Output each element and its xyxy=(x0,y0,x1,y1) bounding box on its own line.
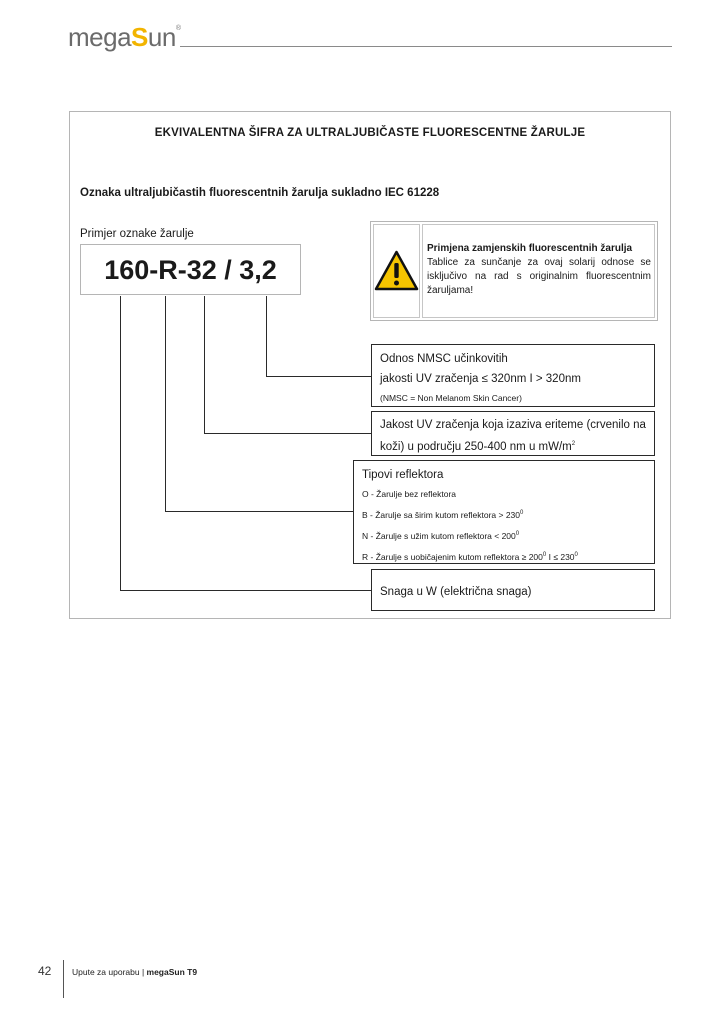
uv-line: Jakost UV zračenja koja izaziva eriteme (crvenilo na koži) u području 250-400 nm u mW/m xyxy=(380,419,646,453)
nmsc-note: (NMSC = Non Melanom Skin Cancer) xyxy=(380,393,522,403)
connector-power xyxy=(121,296,372,591)
logo-un: un xyxy=(147,22,176,52)
section-title: EKVIVALENTNA ŠIFRA ZA ULTRALJUBIČASTE FLUORESCENTNE ŽARULJE xyxy=(154,127,586,139)
power-text: Snaga u W (električna snaga) xyxy=(380,586,532,598)
section-subtitle: Oznaka ultraljubičastih fluorescentnih žarulja sukladno IEC 61228 xyxy=(80,187,440,199)
footer-product: megaSun T9 xyxy=(146,967,198,977)
logo-s: S xyxy=(131,22,148,52)
uv-text xyxy=(380,416,648,457)
nmsc-line1: Odnos NMSC učinkovitih xyxy=(380,353,508,365)
warning-body: Tablice za sunčanje za ovaj solarij odnose se isključivo na rad s originalnim fluorescentnim žaruljama! xyxy=(427,257,651,296)
connector-uv xyxy=(205,296,372,434)
uv-sup: 2 xyxy=(571,441,576,447)
reflector-types-box xyxy=(353,460,655,564)
nmsc-line2: jakosti UV zračenja ≤ 320nm I > 320nm xyxy=(380,373,581,385)
warning-title: Primjena zamjenskih fluorescentnih žarulja xyxy=(427,243,633,254)
reflector-item: O - Žarulje bez reflektora xyxy=(362,489,457,499)
footer-text xyxy=(72,967,197,977)
example-code-box: 160-R-32 / 3,2 xyxy=(80,244,301,295)
page-number: 42 xyxy=(38,964,52,978)
connector-nmsc xyxy=(267,296,372,377)
logo-mega: mega xyxy=(68,22,132,52)
power-box xyxy=(371,569,655,611)
example-label: Primjer oznake žarulje xyxy=(80,228,194,240)
nmsc-ratio-box xyxy=(371,344,655,407)
reflector-item: N - Žarulje s užim kutom reflektora < $200^0$ xyxy=(362,530,520,541)
footer-manual-label: Upute za uporabu | xyxy=(72,967,147,977)
reflector-item: B - Žarulje sa širim kutom reflektora > $230^0$ xyxy=(362,509,524,520)
reflector-item: R - Žarulje s uobičajenim kutom reflektora ≥ $200^0$ $I \le 230^0$ xyxy=(362,551,578,562)
connector-reflector xyxy=(166,296,354,512)
logo-registered-mark: ® xyxy=(175,25,181,32)
reflector-title: Tipovi reflektora xyxy=(362,469,444,481)
uv-intensity-box xyxy=(371,411,655,456)
footer-rule xyxy=(63,960,64,998)
